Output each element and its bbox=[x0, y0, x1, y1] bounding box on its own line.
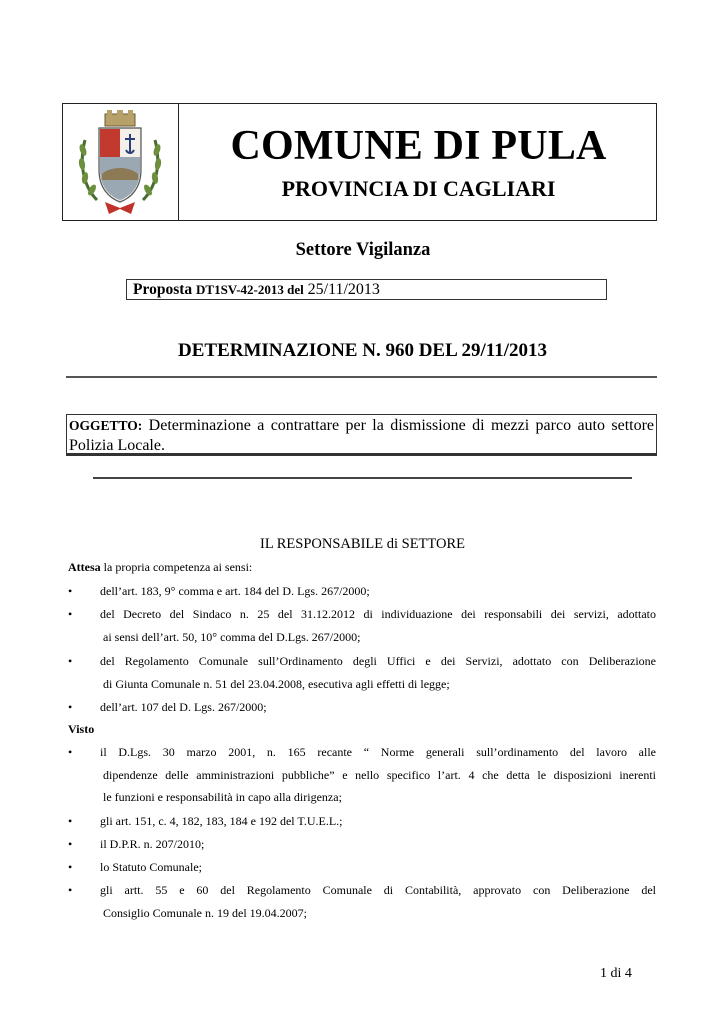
list-item-line: Consiglio Comunale n. 19 del 19.04.2007; bbox=[103, 905, 307, 920]
oggetto-label: OGGETTO: bbox=[69, 418, 143, 433]
bullet-icon: • bbox=[68, 607, 73, 621]
attesa-text: la propria competenza ai sensi: bbox=[103, 560, 253, 574]
determinazione-title: DETERMINAZIONE N. 960 DEL 29/11/2013 bbox=[178, 340, 547, 361]
oggetto-text: Determinazione a contrattare per la dismissione di mezzi parco auto settore Polizia Locale. bbox=[69, 417, 655, 454]
attesa-label: Attesa bbox=[68, 560, 101, 574]
visto-label: Visto bbox=[68, 722, 95, 736]
divider-rule bbox=[66, 376, 657, 378]
list-item-line: del Decreto del Sindaco n. 25 del 31.12.2012 di individuazione dei responsabili dei servizi, adottato bbox=[100, 607, 656, 621]
list-item-line: il D.P.R. n. 207/2010; bbox=[100, 837, 205, 851]
attesa-line bbox=[68, 556, 658, 579]
comune-title: COMUNE DI PULA bbox=[230, 123, 607, 169]
responsabile-heading: IL RESPONSABILE di SETTORE bbox=[259, 536, 466, 552]
proposta-label: Proposta bbox=[133, 281, 193, 298]
oggetto-box bbox=[66, 414, 657, 456]
proposta-code: DT1SV-42-2013 del bbox=[196, 282, 304, 297]
bullet-icon: • bbox=[68, 700, 73, 714]
proposta-box bbox=[126, 279, 607, 300]
list-item-line: dell’art. 107 del D. Lgs. 267/2000; bbox=[100, 700, 267, 714]
provincia-title: PROVINCIA DI CAGLIARI bbox=[281, 176, 556, 201]
list-item-line: ai sensi dell’art. 50, 10° comma del D.Lgs. 267/2000; bbox=[103, 629, 361, 644]
list-item-line: dipendenze delle amministrazioni pubbliche” e nello specifico l’art. 4 che detta le disposizioni inerenti bbox=[103, 767, 656, 782]
bullet-icon: • bbox=[68, 883, 73, 897]
coat-of-arms-icon bbox=[75, 108, 165, 218]
page-number: 1 di 4 bbox=[600, 966, 632, 981]
list-item-line: del Regolamento Comunale sull’Ordinamento degli Uffici e dei Servizi, adottato con Deliberazione bbox=[100, 654, 656, 668]
proposta-date: 25/11/2013 bbox=[307, 281, 380, 298]
list-item-line: le funzioni e responsabilità in capo alla dirigenza; bbox=[103, 790, 342, 804]
list-item-line: il D.Lgs. 30 marzo 2001, n. 165 recante “ Norme generali sull’ordinamento del lavoro alle bbox=[100, 745, 656, 759]
bullet-icon: • bbox=[68, 860, 73, 874]
list-item-line: lo Statuto Comunale; bbox=[100, 860, 202, 874]
list-item-line: gli art. 151, c. 4, 182, 183, 184 e 192 del T.U.E.L.; bbox=[100, 814, 343, 828]
bullet-icon: • bbox=[68, 584, 73, 598]
divider-rule bbox=[93, 477, 632, 479]
settore-heading: Settore Vigilanza bbox=[295, 240, 431, 260]
bullet-icon: • bbox=[68, 654, 73, 668]
bullet-icon: • bbox=[68, 745, 73, 759]
list-item-line: gli artt. 55 e 60 del Regolamento Comunale di Contabilità, approvato con Deliberazione del bbox=[100, 883, 656, 897]
bullet-icon: • bbox=[68, 814, 73, 828]
list-item-line: di Giunta Comunale n. 51 del 23.04.2008, esecutiva agli effetti di legge; bbox=[103, 676, 450, 691]
list-item-line: dell’art. 183, 9° comma e art. 184 del D. Lgs. 267/2000; bbox=[100, 584, 370, 598]
header-divider bbox=[178, 103, 179, 221]
bullet-icon: • bbox=[68, 837, 73, 851]
